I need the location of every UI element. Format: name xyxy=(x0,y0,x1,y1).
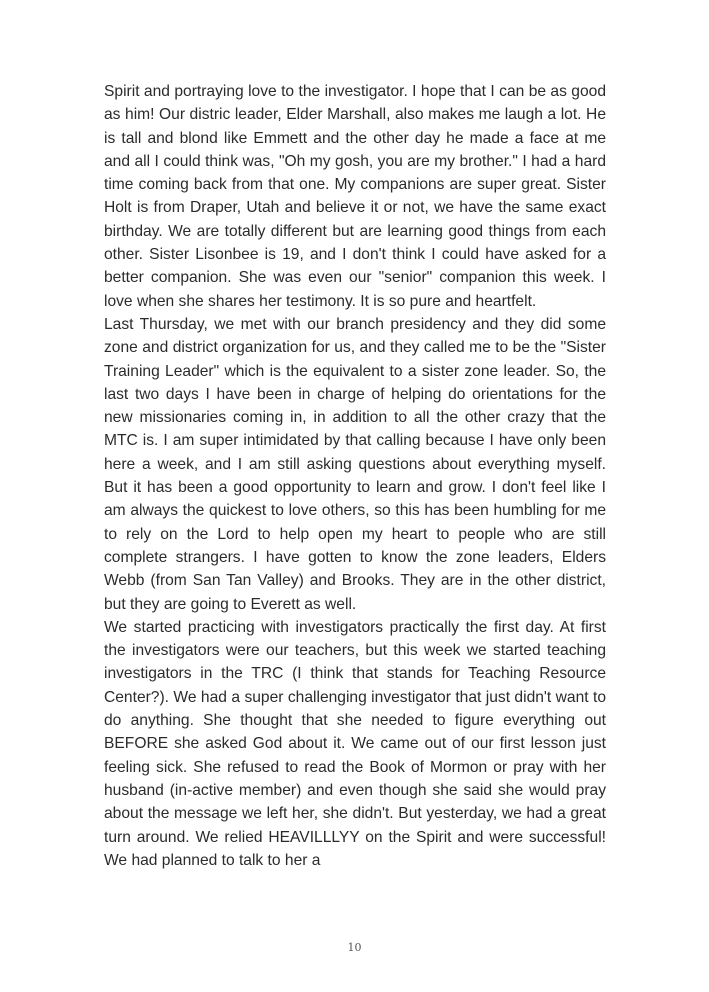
body-text xyxy=(104,80,606,872)
paragraph-companions: Spirit and portraying love to the investigator. I hope that I can be as good as him! Our distric leader, Elder Marshall, also makes me laugh a lot. He is tall and blond like Emmett and the other day he made a face at me and all I could think was, "Oh my gosh, you are my brother." I had a hard time coming back from that one. My companions are super great. Sister Holt is from Draper, Utah and believe it or not, we have the same exact birthday. We are totally different but are learning good things from each other. Sister Lisonbee is 19, and I don't think I could have asked for a better companion. She was even our "senior" companion this week. I love when she shares her testimony. It is so pure and heartfelt. xyxy=(104,83,606,310)
paragraph-investigators: We started practicing with investigators practically the first day. At first the investigators were our teachers, but this week we started teaching investigators in the TRC (I think that stands for Teaching Resource Center?). We had a super challenging investigator that just didn't want to do anything. She thought that she needed to figure everything out BEFORE she asked God about it. We came out of our first lesson just feeling sick. She refused to read the Book of Mormon or pray with her husband (in-active member) and even though she said she would pray about the message we left her, she didn't. But yesterday, we had a great turn around. We relied HEAVILLLYY on the Spirit and were successful! We had planned to talk to her a xyxy=(104,618,606,869)
page-number: 10 xyxy=(347,941,362,954)
paragraph-sister-training-leader: Last Thursday, we met with our branch presidency and they did some zone and district organization for us, and they called me to be the "Sister Training Leader" which is the equivalent to a sister zone leader. So, the last two days I have been in charge of helping do orientations for the new missionaries coming in, in addition to all the other crazy that the MTC is. I am super intimidated by that calling because I have only been here a week, and I am still asking questions about everything myself. But it has been a good opportunity to learn and grow. I don't feel like I am always the quickest to love others, so this has been humbling for me to rely on the Lord to help open my heart to people who are still complete strangers. I have gotten to know the zone leaders, Elders Webb (from San Tan Valley) and Brooks. They are in the other district, but they are going to Everett as well. xyxy=(104,315,606,613)
